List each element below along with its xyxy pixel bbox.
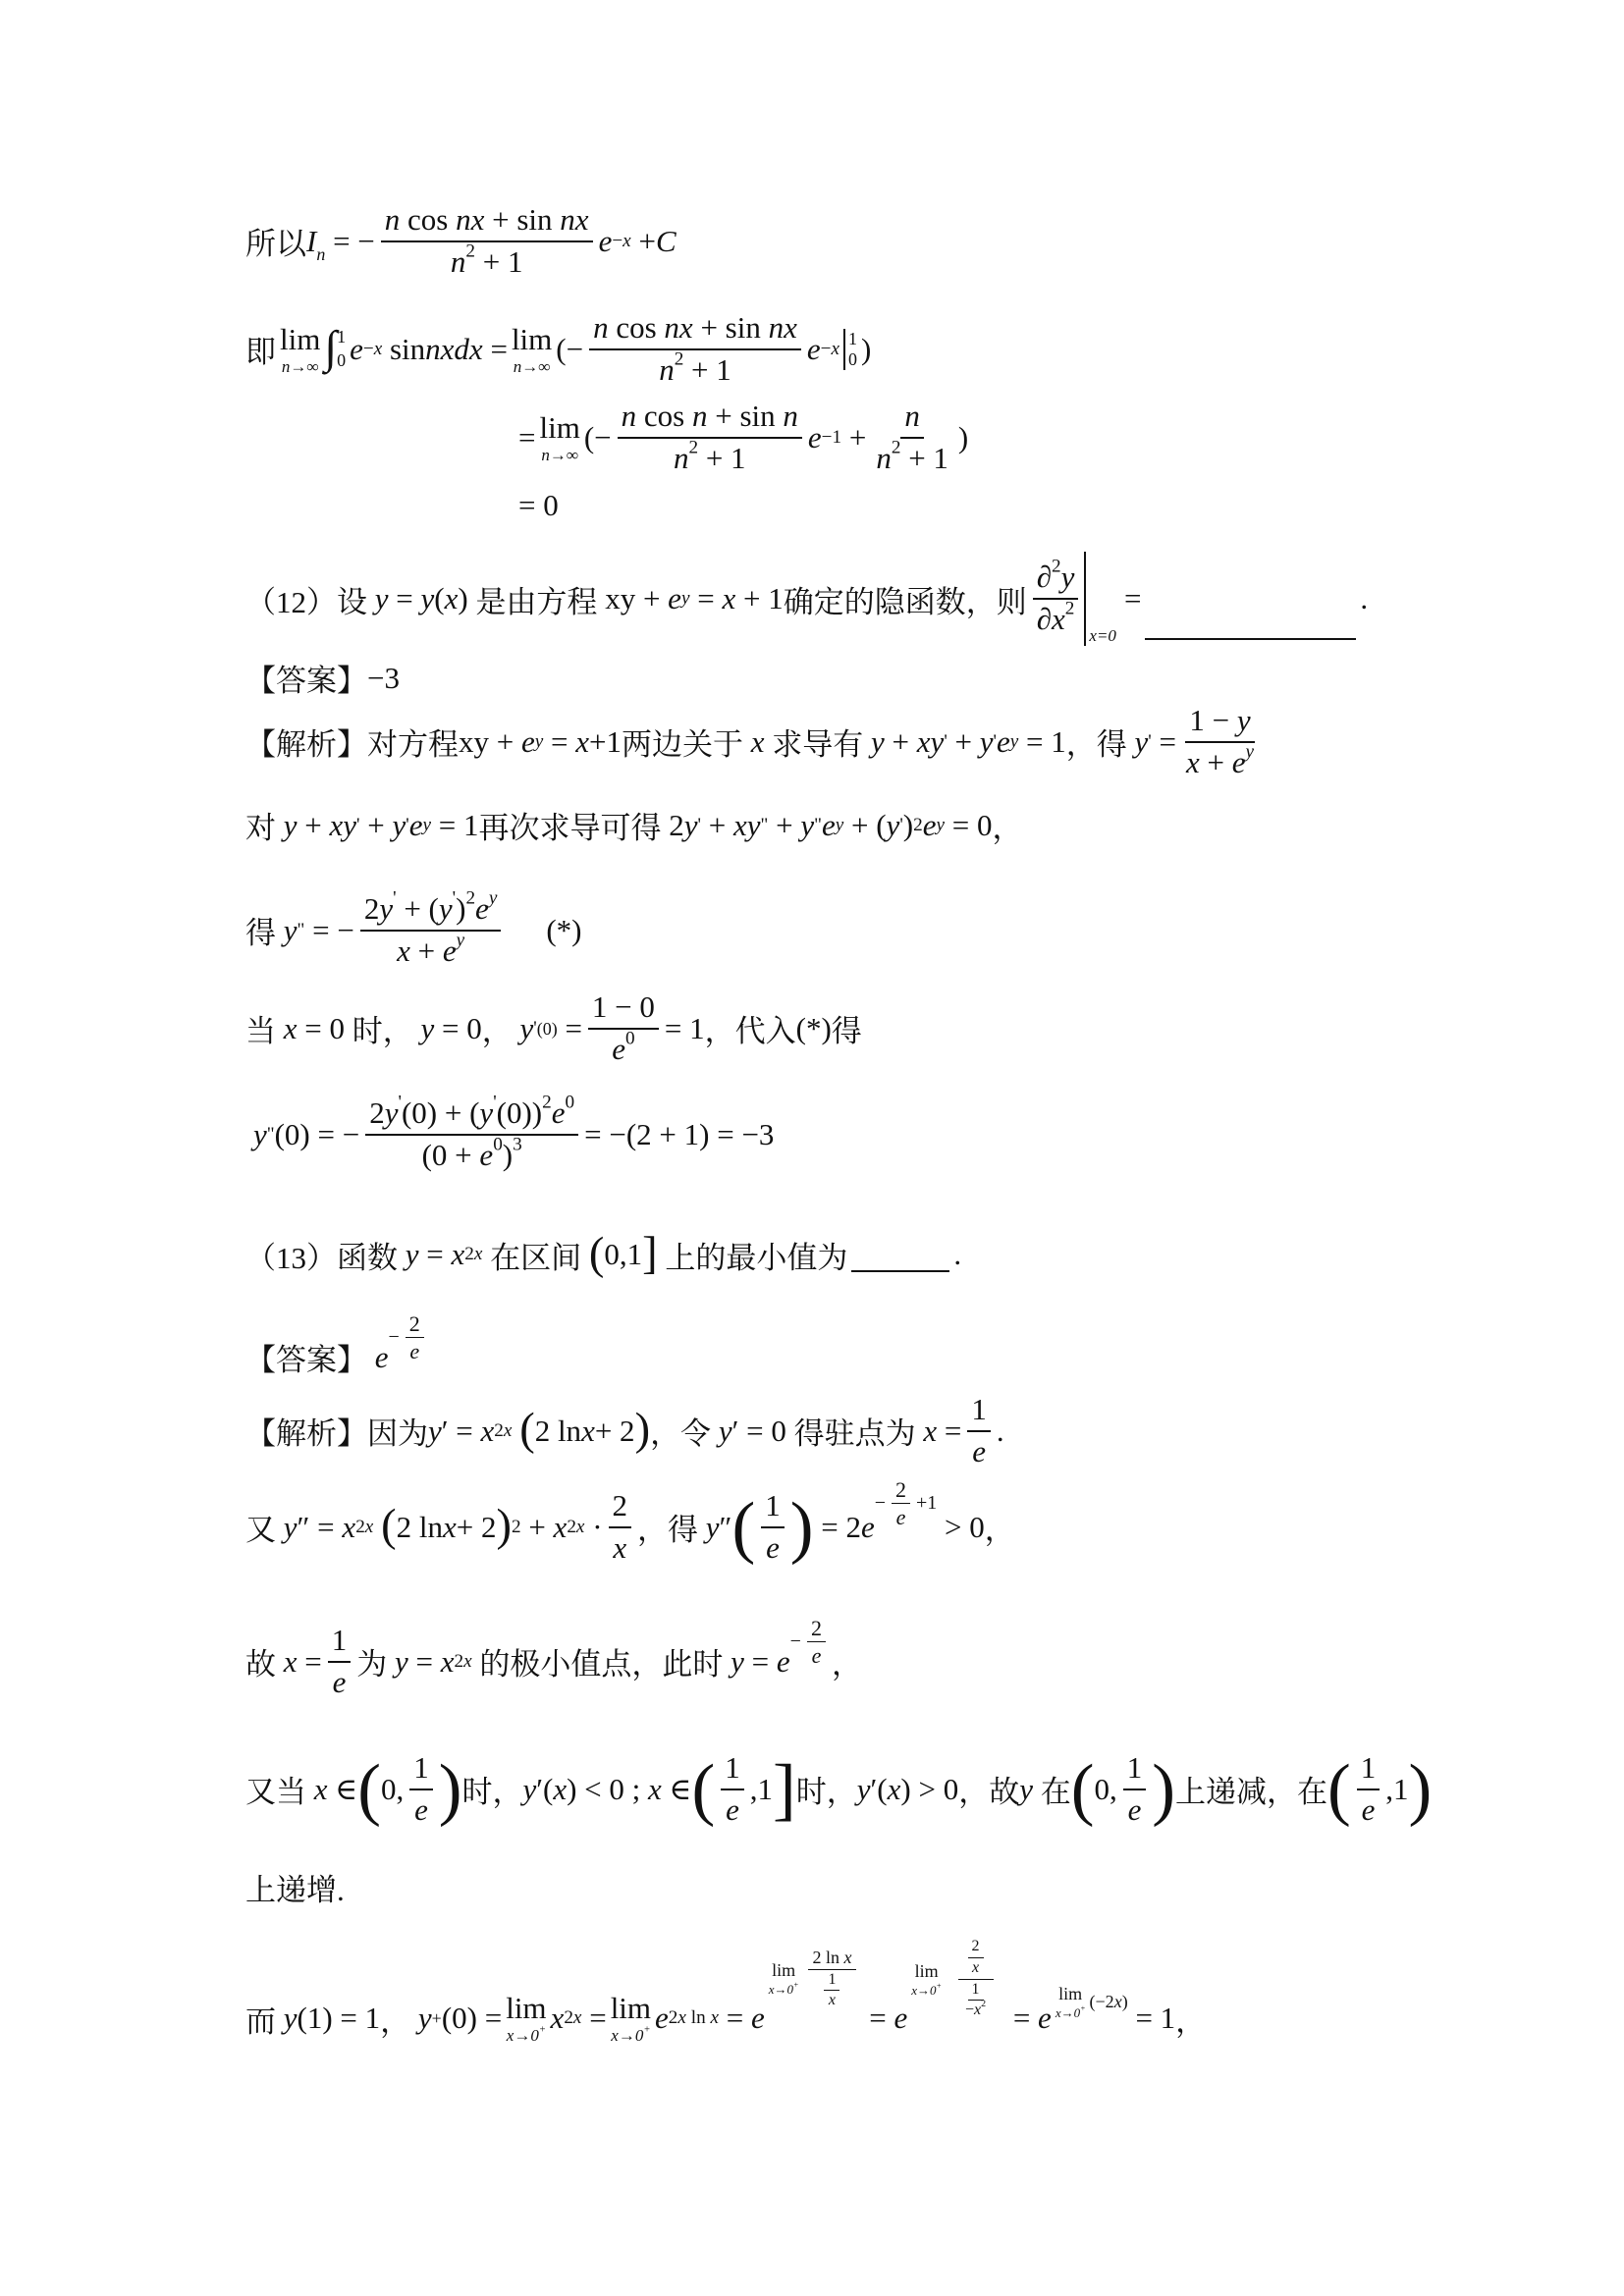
answer-13: 【答案】 e − $\frac{2}{e}$ (245, 1335, 430, 1379)
analysis-13-line2: 又 y ″ = x 2x ( 2 ln x + 2 ) 2 + x 2x · $\frac{2}{x}$ ， 得 y ″ ( $\frac{1}{e}$ ) = 2 e − $\frac{2}{e}$ +1 > 0 ， (245, 1476, 1015, 1566)
question-13: （13）函数 y = x 2x 在区间 ( 0,1 ] 上的最小值为 . (245, 1229, 962, 1279)
analysis-12-line3: 得 y " = − $\frac{2y' + (y')^2e^y}{x + e^y}$ (*) (245, 887, 582, 968)
analysis-12-line1: 【解析】 对方程 xy + e y = x +1 两边关于 x 求导有 y + xy ' + y ' e y = 1 ，得 y ' = $\frac{1 - y}{x + e^y}$ (245, 703, 1255, 779)
line-limit-eval: = lim n→∞ (− $\frac{\text{n cos n + sin n}}{n^2 + 1}$ e −1 + $\frac{n}{n^2 + 1}$ ) (518, 399, 969, 475)
analysis-12-line4: 当 x = 0 时， y = 0 ， y ' (0) = $\frac{1 - 0}{e^0}$ = 1 ，代入 (*) 得 (245, 989, 862, 1066)
analysis-13-line4: 又当 x ∈ ( 0, $\frac{1}{e}$ ) 时， y ′( x ) < 0 ; x ∈ ( $\frac{1}{e}$ ,1 ] 时， y ′( x ) > 0 ，故 y 在 ( 0, $\frac{1}{e}$ ) 上递减，在 ( $\frac{1}{e}$ ,1 ) (245, 1749, 1433, 1828)
line-so-In: 所以 $I_n$ = − $\frac{\text{n cos nx + sin nx}}{n^2 + 1}$ e −x + C (245, 202, 677, 279)
question-12: （12）设 y = y ( x ) 是由方程 xy + e y = x + 1 确定的隐函数，则 $\frac{\partial^2y}{\partial x^2}$ x=0 = . (245, 552, 1368, 646)
line-result-zero: = 0 (518, 488, 559, 522)
answer-12: 【答案】 −3 (245, 660, 400, 698)
analysis-13-line6: 而 y (1) = 1 ， y + (0) = lim x→0+ x 2x = lim x→0+ e 2x ln x = e lim x→0+ $\frac{\text{2 ln x}}{\frac{1}{x}}$ = e lim x→0+ $\frac{\frac{2}{x}}{\frac{1}{-x^2}}$ = e lim x→0+ (−2 x ) = 1 ， (245, 1937, 1207, 2045)
ie-text: 即 (245, 335, 276, 370)
q12-answer-blank (1145, 637, 1356, 640)
In-fraction: $\frac{\text{n cos nx + sin nx}}{n^2 + 1}$ (381, 204, 593, 278)
analysis-12-line2: 对 y + xy ' + y ' e y = 1 再次求导可得 2 y ' + xy " + y " e y + ( y ' ) 2 e y = 0 ， (245, 807, 1023, 845)
analysis-13-line1: 【解析】 因为 y ′ = x 2x ( 2 ln x + 2 ) ，令 y ′ = 0 得驻点为 x = $\frac{1}{e}$ . (245, 1392, 1004, 1468)
so-text: 所以 (245, 227, 306, 262)
analysis-12-line5: y " (0) = − $\frac{2y'(0) + (y'(0))^2e^0}{(0 + e^0)^3}$ = −(2 + 1) = −3 (253, 1092, 775, 1172)
line-limit-integral: 即 lim n→∞ ∫ 1 0 e −x sin nxdx = lim n→∞ (− $\frac{\text{n cos nx + sin nx}}{n^2 + 1}$ e −x 1 0 ) (245, 310, 872, 387)
analysis-13-line5: 上递增. (245, 1873, 345, 1907)
analysis-13-line3: 故 x = $\frac{1}{e}$ 为 y = x 2x 的极小值点，此时 y = e − $\frac{2}{e}$ ， (245, 1615, 862, 1699)
